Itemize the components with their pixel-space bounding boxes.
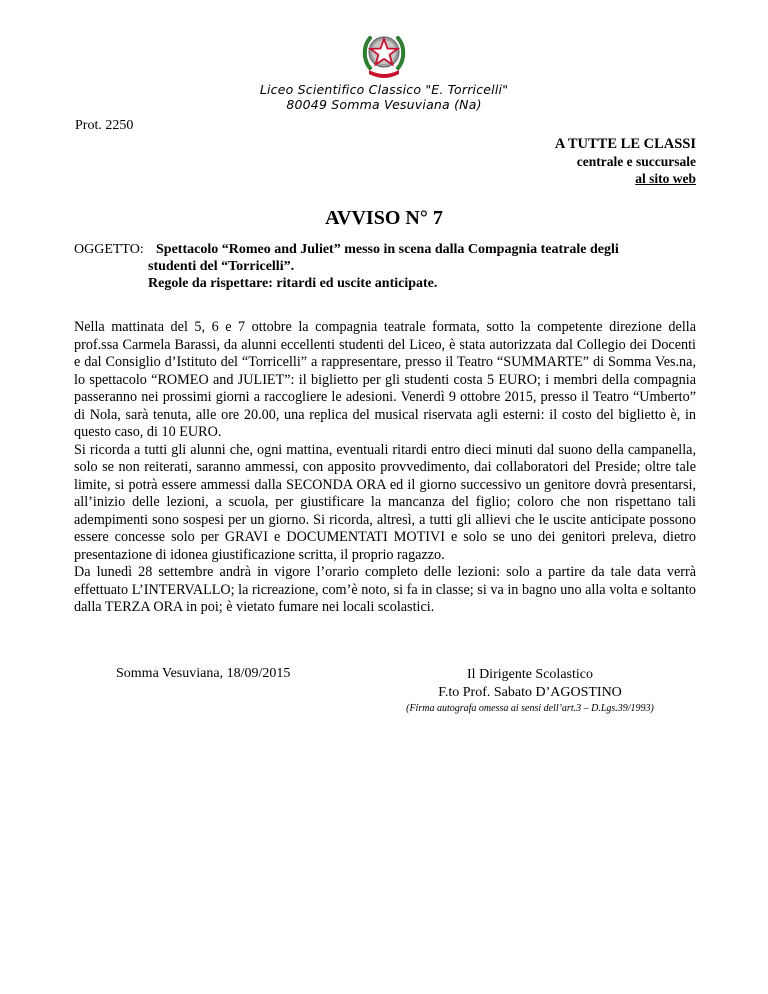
subject-line-3: Regole da rispettare: ritardi ed uscite anticipate. bbox=[148, 276, 438, 291]
signature-note: (Firma autografa omessa ai sensi dell’art.3 – D.Lgs.39/1993) bbox=[406, 703, 654, 714]
notice-body bbox=[74, 319, 696, 617]
recipients-block bbox=[555, 136, 696, 187]
subject-line-2: studenti del “Torricelli”. bbox=[148, 259, 295, 274]
subject-line-1: Spettacolo “Romeo and Juliet” messo in scena dalla Compagnia teatrale degli bbox=[156, 242, 619, 257]
italian-republic-emblem-icon bbox=[360, 28, 408, 80]
signer-title: Il Dirigente Scolastico bbox=[467, 667, 593, 682]
recipients-line-1: A TUTTE LE CLASSI bbox=[554, 136, 696, 152]
subject-label: OGGETTO: bbox=[74, 242, 144, 257]
body-paragraph-3: Da lunedì 28 settembre andrà in vigore l’orario completo delle lezioni: solo a partire da tale data verrà effettuato L’INTERVALLO; la ricreazione, com’è noto, si fa in classe; si va in bagno uno alla volta e soltanto dalla TERZA ORA in poi; è vietato fumare nei locali scolastici. bbox=[74, 564, 696, 615]
school-address: 80049 Somma Vesuviana (Na) bbox=[286, 97, 482, 112]
protocol-number: Prot. 2250 bbox=[75, 118, 134, 133]
signature-block bbox=[380, 666, 680, 716]
place-date: Somma Vesuviana, 18/09/2015 bbox=[116, 666, 291, 681]
recipients-line-2: centrale e succursale bbox=[576, 154, 696, 169]
body-paragraph-2: Si ricorda a tutti gli alunni che, ogni mattina, eventuali ritardi entro dieci minuti dal suono della campanella, solo se non reiterati, saranno ammessi, con apposito provvedimento, dai collaboratori del Preside; oltre tale limite, si potrà essere ammessi dalla SECONDA ORA ed il giorno successivo un genitore dovrà presentarsi, all’inizio delle lezioni, a scuola, per giustificare la mancanza del figlio; coloro che non rispettano tali adempimenti sono sospesi per un giorno. Si ricorda, altresì, a tutti gli allievi che le uscite anticipate possono essere concesse solo per GRAVI e DOCUMENTATI MOTIVI e solo se uno dei genitori preleva, dietro presentazione di idonea giustificazione scritta, il proprio ragazzo. bbox=[74, 441, 696, 563]
school-name: Liceo Scientifico Classico "E. Torricelli" bbox=[259, 82, 509, 97]
notice-title: AVVISO N° 7 bbox=[325, 207, 443, 229]
recipients-line-3: al sito web bbox=[635, 171, 696, 186]
signer-name: F.to Prof. Sabato D’AGOSTINO bbox=[438, 685, 622, 700]
body-paragraph-1: Nella mattinata del 5, 6 e 7 ottobre la compagnia teatrale formata, sotto la competente direzione della prof.ssa Carmela Barassi, da alunni eccellenti studenti del Liceo, è stata autorizzata dal Collegio dei Docenti e dal Consiglio d’Istituto del “Torricelli” a rappresentare, presso il Teatro “SUMMARTE” di Somma Ves.na, lo spettacolo “ROMEO and JULIET”: il biglietto per gli studenti costa 5 EURO; i membri della compagnia passeranno nei prossimi giorni a raccogliere le adesioni. Venerdì 9 ottobre 2015, presso il Teatro “Umberto” di Nola, sarà tenuta, alle ore 20.00, una replica del musical riservata agli esterni: il costo del biglietto è, in questo caso, di 10 EURO. bbox=[74, 319, 696, 440]
